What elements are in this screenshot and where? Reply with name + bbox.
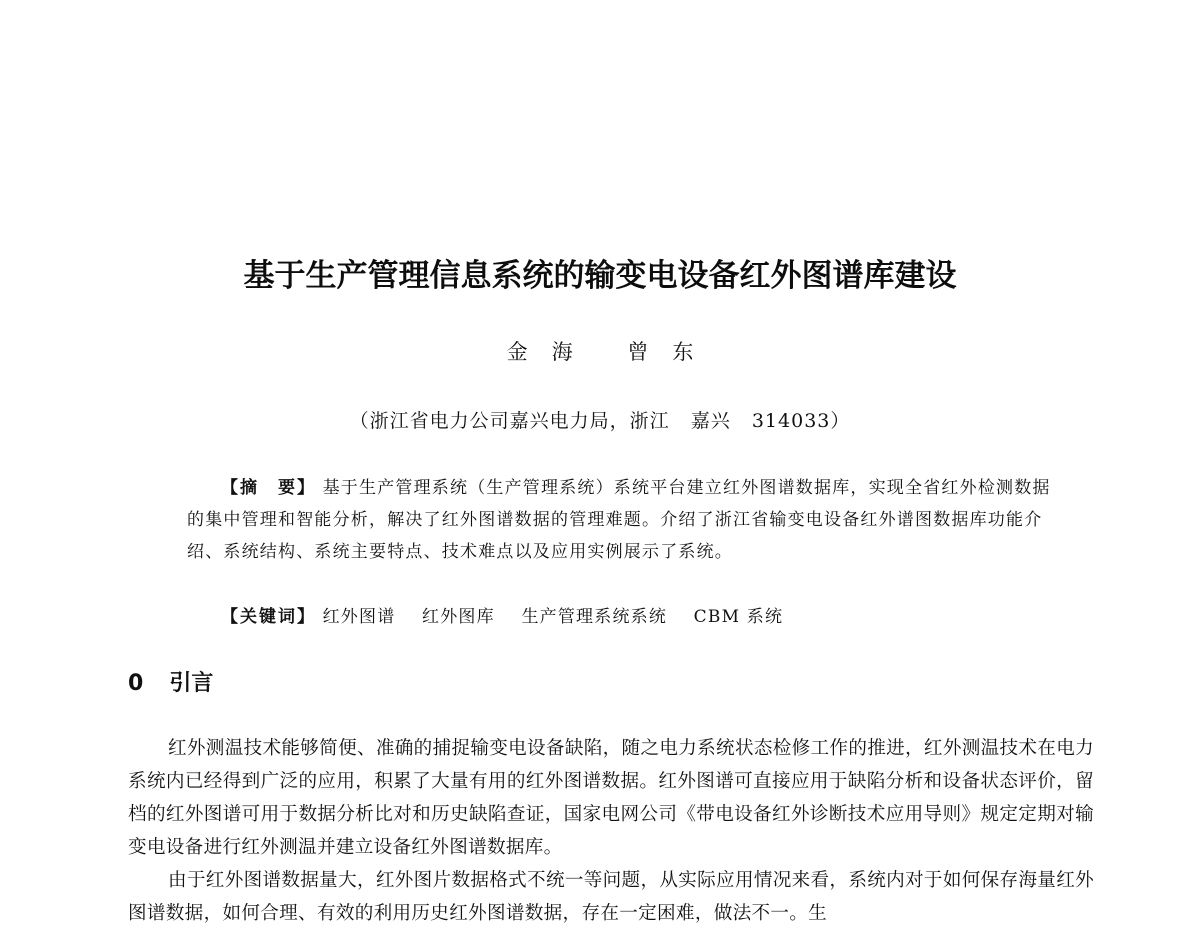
keyword-item: 红外图库 [422, 607, 495, 627]
section-number: 0 [128, 671, 144, 696]
author-list: 金海 曾东 [506, 340, 718, 364]
abstract-text: 基于生产管理系统（生产管理系统）系统平台建立红外图谱数据库，实现全省红外检测数据的集中管理和智能分析，解决了红外图谱数据的管理难题。介绍了浙江省输变电设备红外谱图数据库功能介绍、系统结构、系统主要特点、技术难点以及应用实例展示了系统。 [187, 478, 1051, 562]
paper-title: 基于生产管理信息系统的输变电设备红外图谱库建设 [243, 258, 957, 294]
body-paragraph: 由于红外图谱数据量大，红外图片数据格式不统一等问题，从实际应用情况来看，系统内对于如何保存海量红外图谱数据，如何合理、有效的利用历史红外图谱数据，存在一定困难，做法不一。生 [128, 870, 1094, 924]
body-text [128, 732, 1094, 930]
keyword-item: CBM 系统 [693, 607, 784, 627]
section-title: 引言 [169, 671, 214, 696]
abstract-block [187, 472, 1057, 568]
keyword-item: 生产管理系统系统 [521, 607, 668, 627]
keywords-label: 【关键词】 [221, 607, 316, 627]
keywords-line [187, 602, 1057, 632]
keyword-item: 红外图谱 [322, 607, 396, 627]
section-heading [128, 666, 213, 697]
body-paragraph: 红外测温技术能够简便、准确的捕捉输变电设备缺陷，随之电力系统状态检修工作的推进，红外测温技术在电力系统内已经得到广泛的应用，积累了大量有用的红外图谱数据。红外图谱可直接应用于缺陷分析和设备状态评价，留档的红外图谱可用于数据分析比对和历史缺陷查证，国家电网公司《带电设备红外诊断技术应用导则》规定定期对输变电设备进行红外测温并建立设备红外图谱数据库。 [128, 738, 1094, 858]
author-affiliation: （浙江省电力公司嘉兴电力局，浙江 嘉兴 314033） [349, 410, 851, 432]
abstract-label: 【摘 要】 [221, 478, 316, 498]
